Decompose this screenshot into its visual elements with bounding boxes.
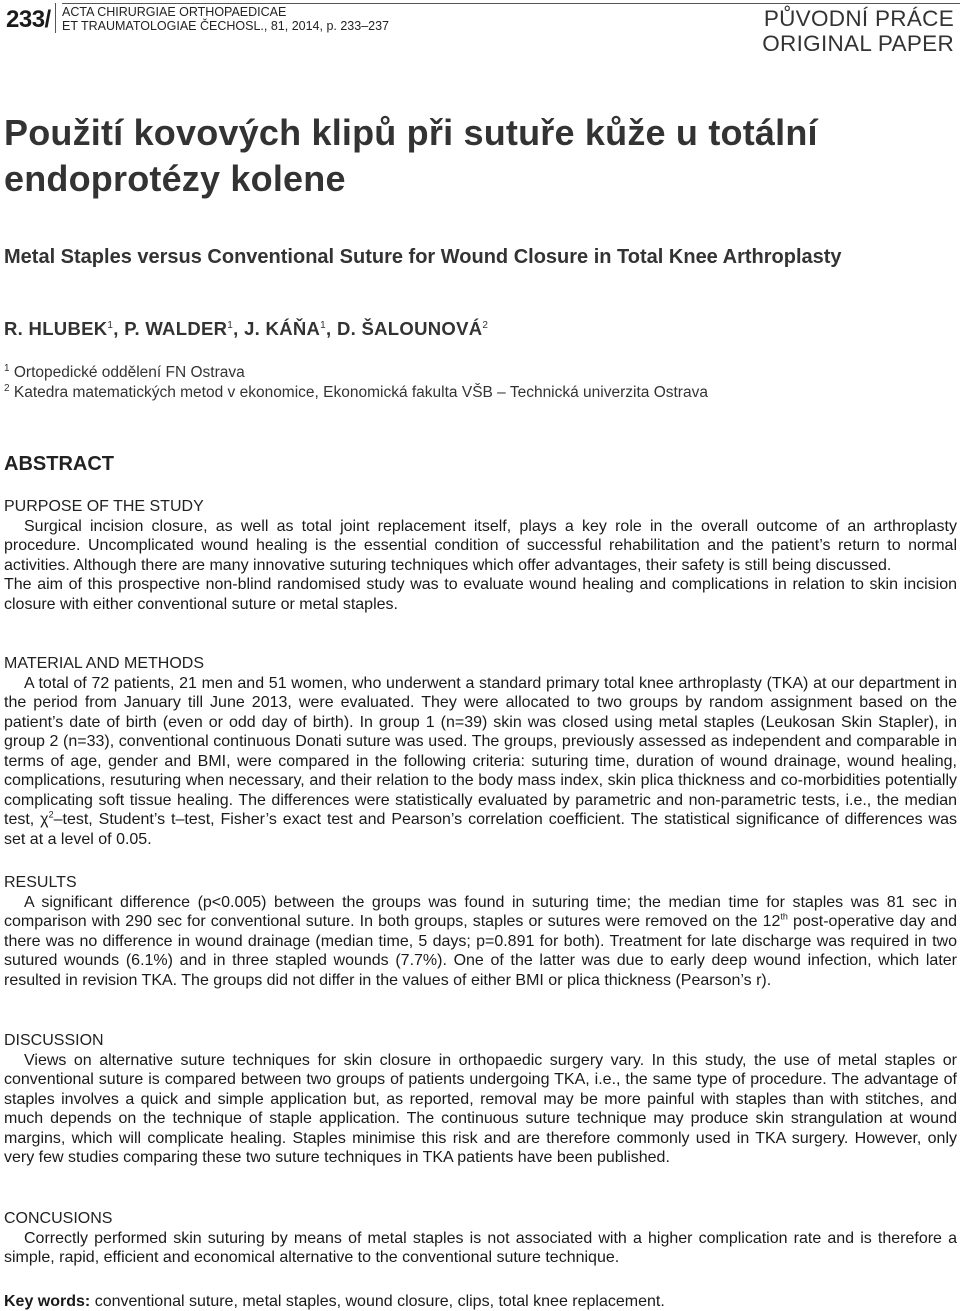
header-divider bbox=[55, 3, 56, 33]
superscript: 2 bbox=[48, 809, 54, 820]
author-affil-mark: 1 bbox=[227, 319, 234, 331]
title-czech: Použití kovových klipů při sutuře kůže u totální endoprotézy kolene bbox=[4, 112, 818, 199]
author-affil-mark: 1 bbox=[107, 319, 114, 331]
author-name: P. WALDER bbox=[124, 318, 228, 339]
page-header bbox=[0, 0, 960, 62]
author-affil-mark: 1 bbox=[320, 319, 327, 331]
keywords-label: Key words: bbox=[4, 1293, 91, 1310]
author-name: D. ŠALOUNOVÁ bbox=[336, 318, 483, 339]
page-number: 233/ bbox=[6, 6, 51, 33]
section-heading: CONCUSIONS bbox=[4, 1210, 113, 1227]
section-heading: RESULTS bbox=[4, 874, 77, 891]
title-english: Metal Staples versus Conventional Suture for Wound Closure in Total Knee Arthroplasty bbox=[4, 246, 842, 268]
paper-type bbox=[762, 6, 954, 56]
author-list: R. HLUBEK$^1$, P. WALDER$^1$, J. KÁŇA$^1$, D. ŠALOUNOVÁ$^2$ bbox=[4, 318, 489, 339]
affiliation bbox=[4, 364, 245, 382]
paper-type-en: ORIGINAL PAPER bbox=[762, 31, 954, 56]
affiliation-text: Katedra matematických metod v ekonomice, Ekonomická fakulta VŠB – Technická univerzita Ostrava bbox=[13, 384, 708, 401]
superscript: th bbox=[780, 911, 788, 922]
paragraph: The aim of this prospective non-blind randomised study was to evaluate wound healing and complications in relation to skin incision closure with either conventional suture or metal staples. bbox=[4, 576, 957, 613]
section-heading: PURPOSE OF THE STUDY bbox=[4, 498, 204, 515]
abstract-heading: ABSTRACT bbox=[4, 453, 114, 475]
journal-issue: ET TRAUMATOLOGIAE ČECHOSL., 81, 2014, p. 233–237 bbox=[62, 19, 390, 33]
paper-type-cz: PŮVODNÍ PRÁCE bbox=[763, 6, 954, 31]
section-heading: DISCUSSION bbox=[4, 1032, 104, 1049]
text-run: A total of 72 patients, 21 men and 51 women, who underwent a standard primary total knee arthroplasty (TKA) at our department in the period from January till June 2013, were evaluated. They were allocated to two groups by random assignment based on the patient’s date of birth (even or odd day of birth). In group 1 (n=39) skin was closed using metal staples (Leukosan Skin Stapler), in group 2 (n=33), conventional continuous Donati suture was used. The groups, previously assessed as independent and comparable in terms of age, gender and BMI, were compared in the following criteria: suturing time, duration of wound drainage, wound healing, complications, resuturing when necessary, and their relation to the body mass index, skin plica thickness and co-morbidities potentially complicating soft tissue healing. The differences were statistically evaluated by parametric and non-parametric tests, i.e., the median test, χ bbox=[4, 674, 957, 828]
keywords bbox=[4, 1292, 957, 1311]
author-affil-mark: 2 bbox=[482, 319, 489, 331]
paragraph bbox=[4, 674, 957, 850]
author-name: R. HLUBEK bbox=[4, 318, 108, 339]
paragraph bbox=[4, 893, 957, 991]
text-run: –test, Student’s t–test, Fisher’s exact test and Pearson’s correlation coefficient. The statistical significance of differences was set at a level of 0.05. bbox=[4, 811, 958, 848]
journal-citation bbox=[62, 5, 389, 33]
discussion-section bbox=[4, 1031, 957, 1168]
methods-section bbox=[4, 654, 957, 849]
affiliation-text: Ortopedické oddělení FN Ostrava bbox=[13, 364, 245, 381]
purpose-section bbox=[4, 497, 957, 614]
journal-name: ACTA CHIRURGIAE ORTHOPAEDICAE bbox=[62, 5, 287, 19]
affiliation-mark: 1 bbox=[4, 362, 10, 374]
section-heading: MATERIAL AND METHODS bbox=[4, 655, 205, 672]
paragraph: Surgical incision closure, as well as total joint replacement itself, plays a key role in the overall outcome of an arthroplasty procedure. Uncomplicated wound healing is the essential condition of successful rehabilitation and the patient’s return to normal activities. Although there are many innovative suturing techniques which offer advantages, their safety is still being discussed. bbox=[4, 517, 957, 574]
text-run: A significant difference (p<0.005) between the groups was found in suturing time; the median time for staples was 81 sec in comparison with 290 sec for conventional suture. In both groups, staples or sutures were removed on the 12 bbox=[4, 893, 957, 930]
paragraph: Views on alternative suture techniques for skin closure in orthopaedic surgery vary. In this study, the use of metal staples or conventional suture is compared between two groups of patients undergoing TKA, i.e., the same type of procedure. The advantage of staples involves a quick and simple application but, as reported, removal may be more painful with staples than with stitches, and much depends on the technique of staple application. The continuous suture technique may produce skin strangulation at wound margins, which will complicate healing. Staples minimise this risk and are therefore commonly used in TKA surgery. However, only very few studies comparing these two suture techniques in TKA patients have been published. bbox=[4, 1051, 957, 1166]
results-section bbox=[4, 873, 957, 990]
header-rule bbox=[62, 3, 960, 4]
author-name: J. KÁŇA bbox=[244, 318, 321, 339]
affiliation bbox=[4, 384, 708, 402]
affiliation-mark: 2 bbox=[4, 382, 10, 394]
text-run: post-operative day and there was no difference in wound drainage (median time, 5 days; p=0.891 for both). Treatment for late discharge was required in two sutured wounds (6.1%) and in three stapled wounds (7.7%). One of the latter was due to early deep wound infection, which later resulted in revision TKA. The groups did not differ in the values of either BMI or plica thickness (Pearson’s r). bbox=[4, 913, 957, 989]
paragraph: Correctly performed skin suturing by means of metal staples is not associated with a higher complication rate and is therefore a simple, rapid, efficient and economical alternative to the conventional suture technique. bbox=[4, 1229, 957, 1266]
conclusions-section bbox=[4, 1209, 957, 1268]
keywords-text: conventional suture, metal staples, wound closure, clips, total knee replacement. bbox=[90, 1293, 665, 1310]
